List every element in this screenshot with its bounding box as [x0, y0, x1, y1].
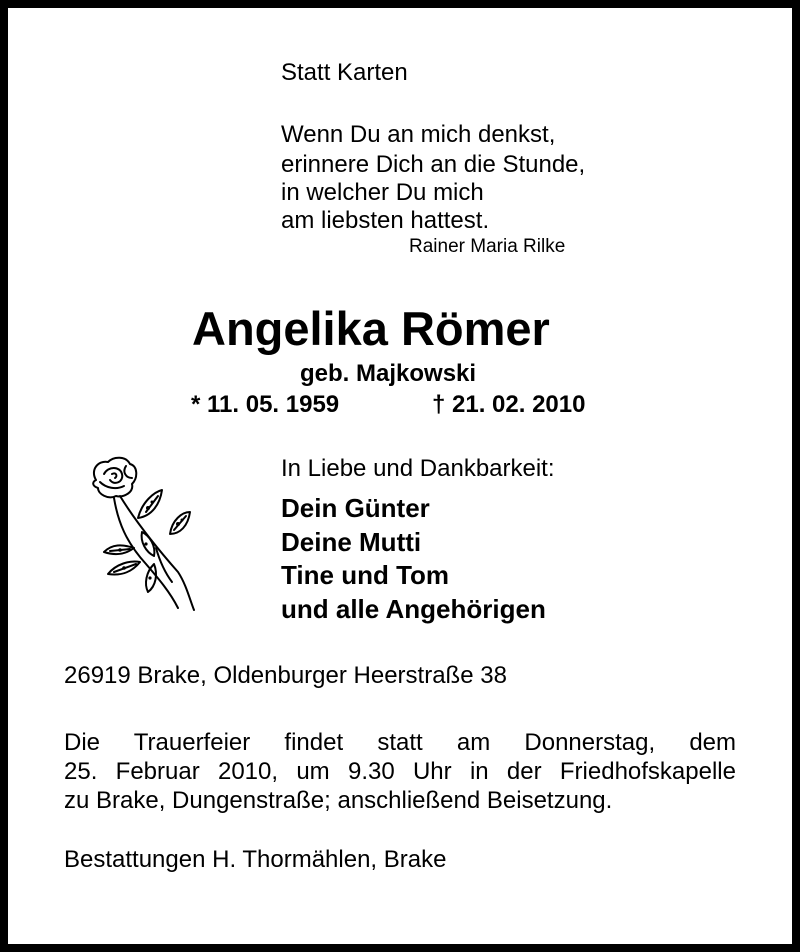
poem-author: Rainer Maria Rilke	[409, 236, 566, 257]
mourner-3: Tine und Tom	[281, 560, 450, 590]
service-line-1: Die Trauerfeier findet statt am Donnerstag, dem	[64, 729, 736, 756]
service-line-2: 25. Februar 2010, um 9.30 Uhr in der Friedhofskapelle	[64, 758, 736, 785]
mourner-2: Deine Mutti	[281, 527, 422, 557]
mourners-intro: In Liebe und Dankbarkeit:	[281, 455, 555, 482]
maiden-name: geb. Majkowski	[300, 360, 477, 387]
mourner-4: und alle Angehörigen	[281, 594, 546, 624]
poem-line-3: in welcher Du mich	[281, 179, 484, 206]
service-info	[64, 728, 736, 815]
address: 26919 Brake, Oldenburger Heerstraße 38	[64, 662, 507, 689]
mourner-1: Dein Günter	[281, 493, 430, 523]
death-date: † 21. 02. 2010	[432, 391, 586, 418]
poem-line-1: Wenn Du an mich denkst,	[281, 121, 556, 148]
poem-line-2: erinnere Dich an die Stunde,	[281, 151, 586, 178]
poem-line-4: am liebsten hattest.	[281, 207, 490, 234]
rose-icon	[86, 452, 206, 617]
undertaker: Bestattungen H. Thormählen, Brake	[64, 846, 447, 873]
birth-date: * 11. 05. 1959	[191, 391, 340, 418]
deceased-name: Angelika Römer	[192, 302, 550, 355]
statt-karten: Statt Karten	[281, 59, 408, 86]
service-line-3: zu Brake, Dungenstraße; anschließend Beisetzung.	[64, 787, 613, 814]
